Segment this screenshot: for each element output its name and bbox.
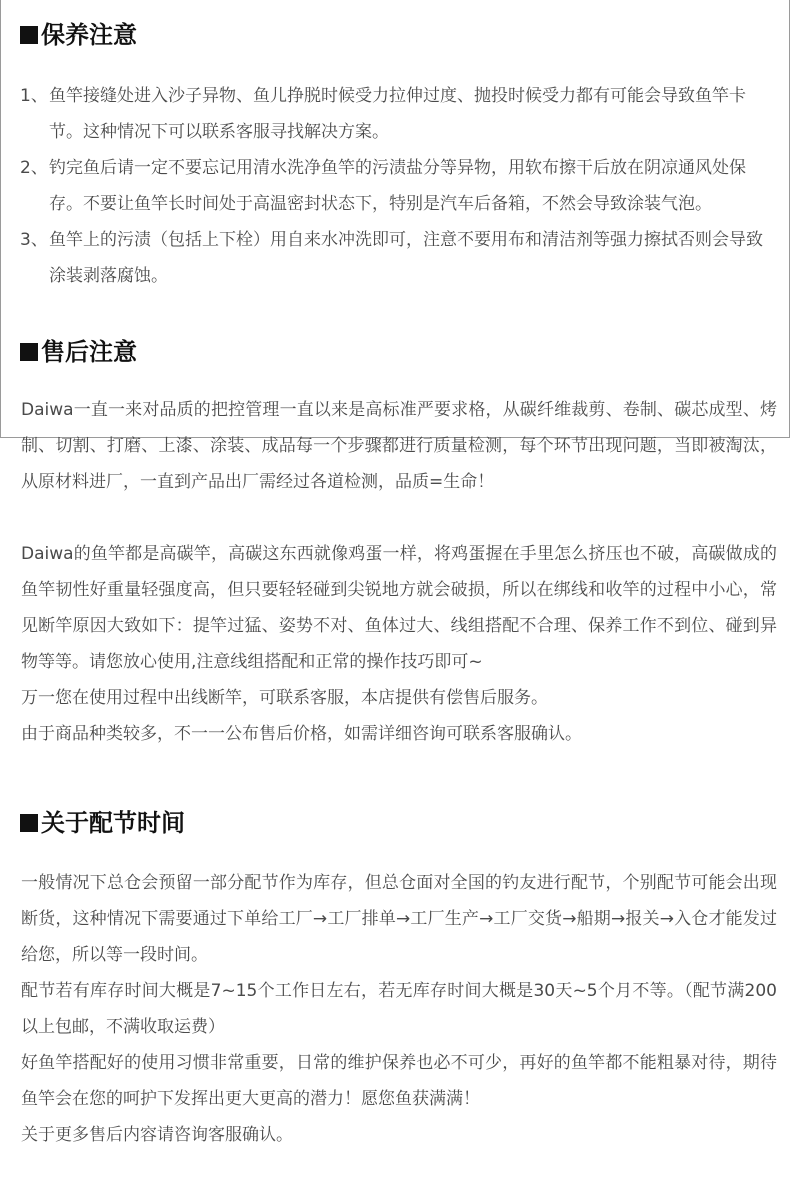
parts-paragraph-stock: 一般情况下总仓会预留一部分配节作为库存，但总仓面对全国的钓友进行配节，个别配节可能会出现断货，这种情况下需要通过下单给工厂→工厂排单→工厂生产→工厂交货→船期→报关→入仓才能发过给您，所以等一段时间。 (21, 873, 777, 965)
aftersales-paragraph-price: 由于商品种类较多，不一一公布售后价格，如需详细咨询可联系客服确认。 (21, 724, 582, 744)
list-item-text: 鱼竿接缝处进入沙子异物、鱼儿挣脱时候受力拉伸过度、抛投时候受力都有可能会导致鱼竿卡节。这种情况下可以联系客服寻找解决方案。 (49, 86, 746, 142)
aftersales-title: 售后注意 (41, 338, 137, 366)
list-item-text: 钓完鱼后请一定不要忘记用清水洗净鱼竿的污渍盐分等异物，用软布擦干后放在阴凉通风处保存。不要让鱼竿长时间处于高温密封状态下，特别是汽车后备箱，不然会导致涂装气泡。 (49, 158, 746, 214)
list-item (20, 150, 772, 222)
parts-paragraph-contact: 关于更多售后内容请咨询客服确认。 (21, 1125, 293, 1145)
aftersales-heading (20, 336, 137, 368)
list-item-number: 1、 (20, 86, 48, 106)
aftersales-paragraph-service: 万一您在使用过程中出线断竿，可联系客服，本店提供有偿售后服务。 (21, 688, 548, 708)
list-item (20, 78, 772, 150)
list-item-number: 3、 (20, 230, 48, 250)
list-item-number: 2、 (20, 158, 48, 178)
list-item (20, 222, 772, 294)
parts-heading (20, 807, 185, 839)
aftersales-paragraph-carbon: Daiwa的鱼竿都是高碳竿，高碳这东西就像鸡蛋一样，将鸡蛋握在手里怎么挤压也不破，高碳做成的鱼竿韧性好重量轻强度高，但只要轻轻碰到尖锐地方就会破损，所以在绑线和收竿的过程中小心，常见断竿原因大致如下：提竿过猛、姿势不对、鱼体过大、线组搭配不合理、保养工作不到位、碰到异物等等。请您放心使用,注意线组搭配和正常的操作技巧即可~ (21, 544, 777, 672)
parts-paragraph-care: 好鱼竿搭配好的使用习惯非常重要，日常的维护保养也必不可少，再好的鱼竿都不能粗暴对待，期待鱼竿会在您的呵护下发挥出更大更高的潜力！愿您鱼获满满！ (21, 1053, 777, 1109)
square-bullet-icon (20, 814, 38, 832)
aftersales-paragraph-quality: Daiwa一直一来对品质的把控管理一直以来是高标准严要求格，从碳纤维裁剪、卷制、碳芯成型、烤制、切割、打磨、上漆、涂装、成品每一个步骤都进行质量检测，每个环节出现问题，当即被淘汰，从原材料进厂，一直到产品出厂需经过各道检测，品质=生命！ (21, 400, 777, 492)
parts-title: 关于配节时间 (41, 809, 185, 837)
square-bullet-icon (20, 343, 38, 361)
square-bullet-icon (20, 26, 38, 44)
maintenance-list (20, 78, 772, 294)
maintenance-heading (20, 19, 137, 51)
parts-paragraph-timing: 配节若有库存时间大概是7~15个工作日左右，若无库存时间大概是30天~5个月不等。（配节满200以上包邮，不满收取运费） (21, 981, 777, 1037)
list-item-text: 鱼竿上的污渍（包括上下栓）用自来水冲洗即可，注意不要用布和清洁剂等强力擦拭否则会导致涂装剥落腐蚀。 (49, 230, 763, 286)
maintenance-title: 保养注意 (41, 21, 137, 49)
